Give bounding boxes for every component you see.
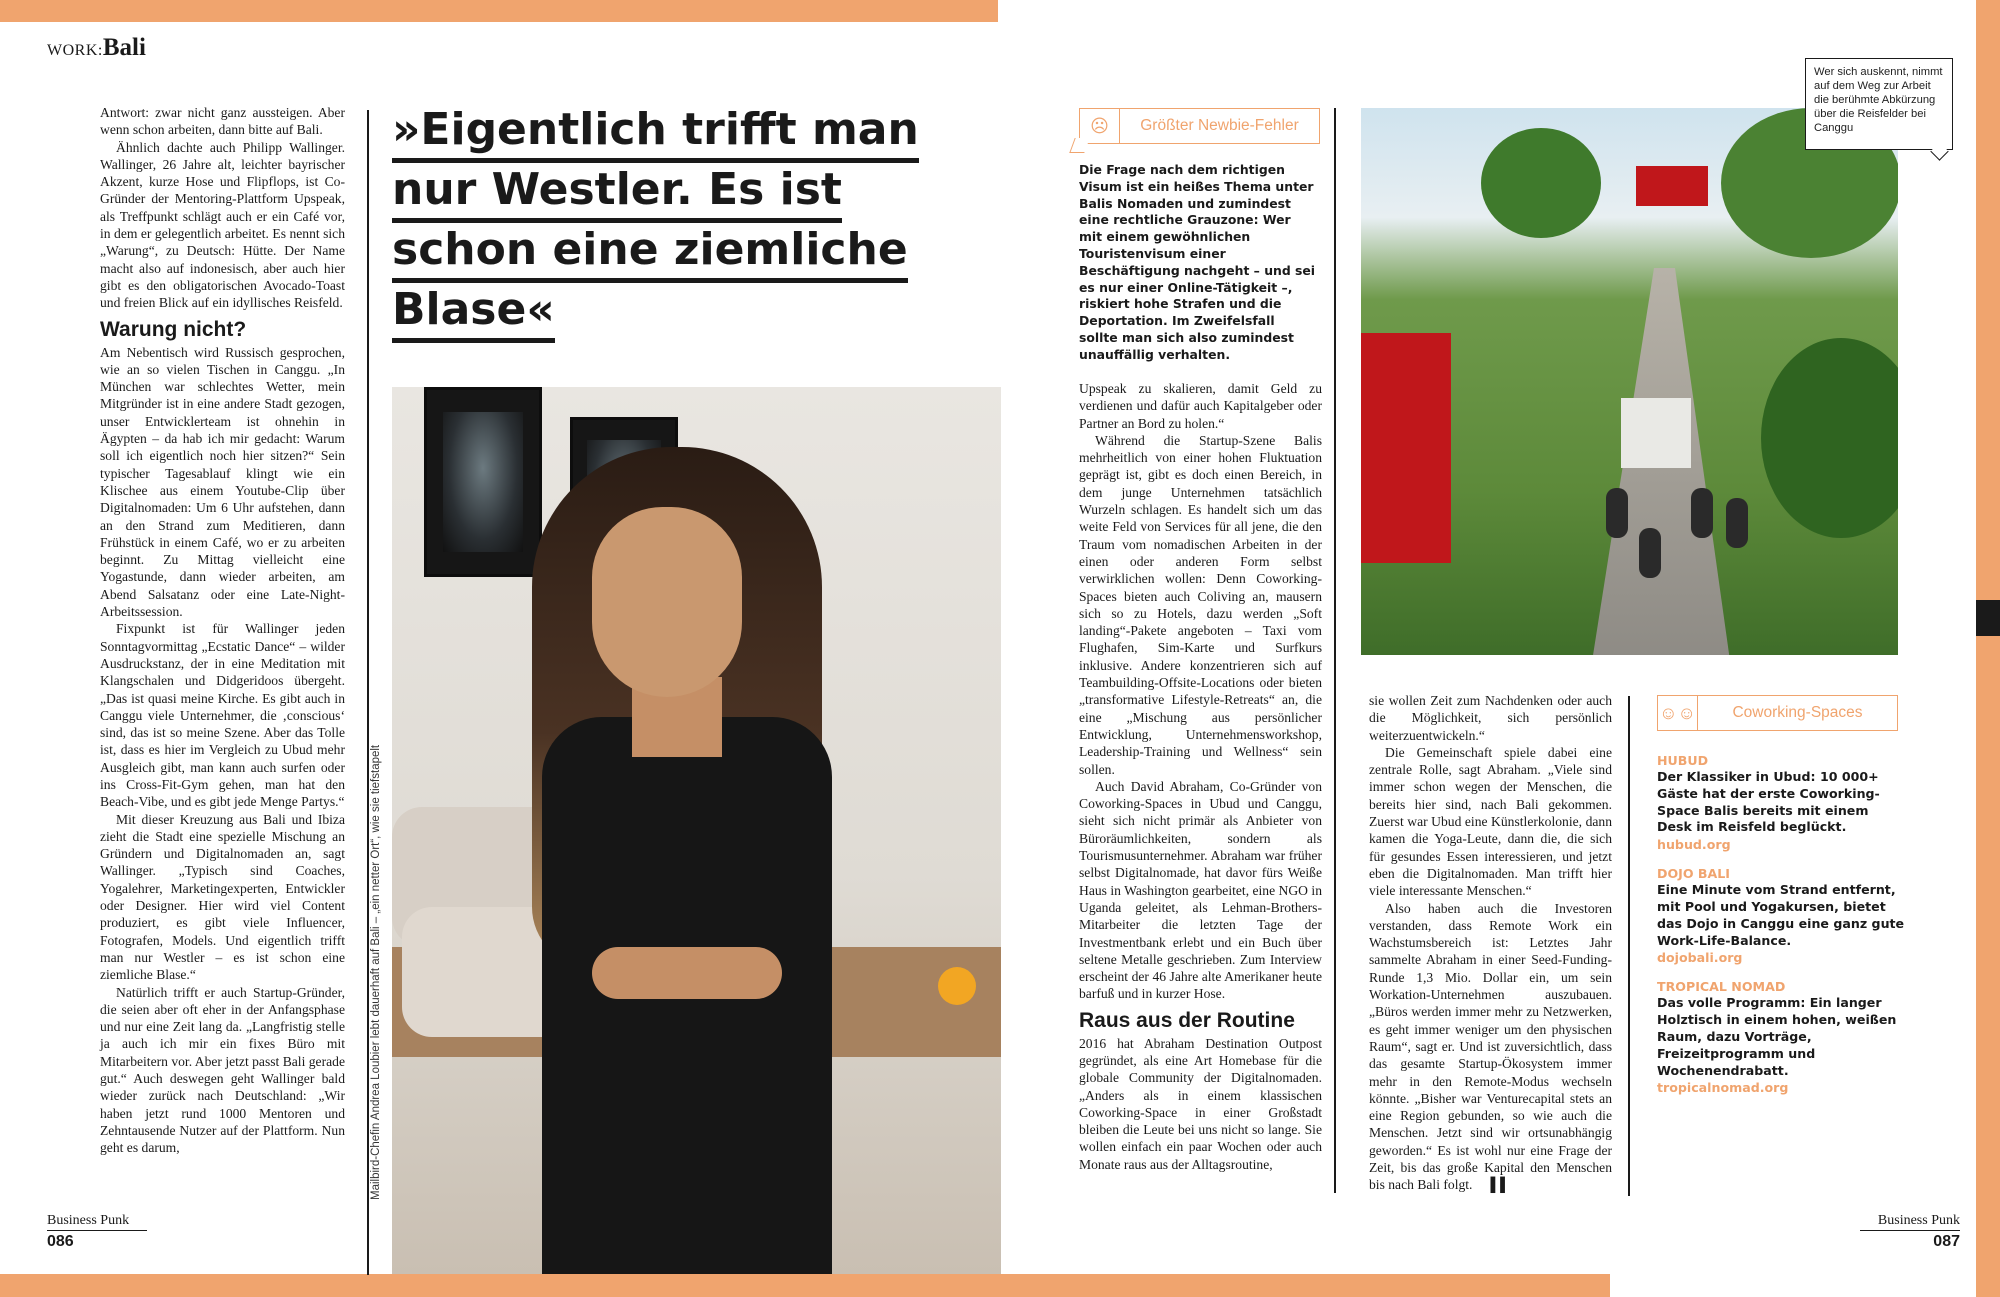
photo-callout: Wer sich auskennt, nimmt auf dem Weg zur Arbeit die berühmte Abkürzung über die Reisfelder bei Canggu xyxy=(1805,58,1953,150)
red-signboard xyxy=(1361,333,1451,563)
scooter xyxy=(1606,488,1628,538)
article-column-2 xyxy=(1079,380,1322,1173)
face xyxy=(592,507,742,697)
column-divider xyxy=(367,110,369,1275)
subheading: Warung nicht? xyxy=(100,317,247,341)
article-column-3 xyxy=(1369,692,1612,1194)
cowork-url[interactable]: tropicalnomad.org xyxy=(1657,1080,1789,1096)
footer-left xyxy=(47,1213,147,1251)
footer-right xyxy=(1860,1213,1960,1251)
cowork-entry xyxy=(1657,865,1907,966)
cowork-name: DOJO BALI xyxy=(1657,866,1730,882)
people-icon: ☺☺ xyxy=(1658,696,1698,730)
newbie-text: Die Frage nach dem richtigen Visum ist ein heißes Thema unter Balis Nomaden und zumindest eine rechtliche Grauzone: Wer mit einem gewöhnlichen Touristenvisum einer Beschäftigung nachgeht – und sei es nur einer Online-Tätigkeit –, riskiert hohe Strafen und die Deportation. Im Zweifelsfall sollte man sich also zumindest unauffällig verhalten. xyxy=(1079,162,1316,362)
arm xyxy=(592,947,782,999)
column-divider xyxy=(1334,108,1336,1193)
paragraph: sie wollen Zeit zum Nachdenken oder auch die Möglichkeit, sich persönlich weiterzuentwickeln.“ xyxy=(1369,693,1612,743)
tree xyxy=(1761,338,1898,538)
cowork-name: TROPICAL NOMAD xyxy=(1657,979,1786,995)
paragraph xyxy=(1369,900,1612,1194)
cowork-desc: Eine Minute vom Strand entfernt, mit Pool und Yogakursen, bietet das Dojo in Canggu eine ganz gute Work-Life-Balance. xyxy=(1657,882,1905,948)
section-title: Bali xyxy=(102,34,146,61)
cowork-entry xyxy=(1657,752,1907,853)
section-prefix: WORK: xyxy=(47,42,103,59)
cowork-url[interactable]: hubud.org xyxy=(1657,837,1731,853)
paragraph: Upspeak zu skalieren, damit Geld zu verdienen und dafür auch Kapitalgeber oder Partner an Bord zu holen.“ xyxy=(1079,381,1322,431)
bottom-accent-bar xyxy=(0,1274,1610,1297)
pull-quote-text: »Eigentlich trifft man nur Westler. Es ist schon eine ziemliche Blase« xyxy=(392,104,919,343)
cowork-desc: Der Klassiker in Ubud: 10 000+ Gäste hat der erste Coworking-Space Balis bereits mit einem Desk im Reisfeld beglückt. xyxy=(1657,769,1880,835)
footer-brand: Business Punk xyxy=(1860,1213,1960,1231)
paragraph: Mit dieser Kreuzung aus Bali und Ibiza zieht die Stadt eine spezielle Mischung an Gründern und Digitalnomaden an, sagt Wallinger. „Typisch sind Coaches, Yogalehrer, Marketingexperten, Entwickler oder Designer. Hier wird viel Content produziert, es gibt viele Influencer, Fotografen, Models. Und eigentlich trifft man nur Westler – es ist schon eine ziemliche Blase.“ xyxy=(100,811,345,983)
flower xyxy=(938,967,976,1005)
photo-caption: Mailbird-Chefin Andrea Loubier lebt dauerhaft auf Bali – „ein netter Ort“, wie sie tiefstapelt xyxy=(370,744,382,1200)
paragraph: Natürlich trifft er auch Startup-Gründer, die seien aber oft eher in der Anfangsphase und nur eine Zeit lang da. „Langfristig stelle ja auch ich mir ein fixes Büro mit Mitarbeitern vor. Aber jetzt passt Bali gerade gut.“ Auch deswegen geht Wallinger bald wieder zurück nach Deutschland: „Wir haben jetzt rund 1000 Mentoren und Zehntausende Nutzer auf der Plattform. Nun geht es darum, xyxy=(100,984,345,1156)
article-column-1 xyxy=(100,104,345,1157)
paragraph: Die Gemeinschaft spiele dabei eine zentrale Rolle, sagt Abraham. „Viele sind immer schon wegen der Menschen, die bereits hier sind, nach Bali gekommen. Zuerst war Ubud eine Künstlerkolonie, dann kamen die Yoga-Leute, dann die, die sich für gesundes Essen interessieren, und jetzt eben die Digitalnomaden. Man trifft hier viele interessante Menschen.“ xyxy=(1369,744,1612,899)
section-label xyxy=(47,34,146,62)
paragraph: Antwort: zwar nicht ganz aussteigen. Aber wenn schon arbeiten, dann bitte auf Bali. xyxy=(100,105,345,138)
cowork-name: HUBUD xyxy=(1657,753,1709,768)
tree xyxy=(1481,128,1601,238)
paragraph: Auch David Abraham, Co-Gründer von Coworking-Spaces in Ubud und Canggu, sieht sich nicht primär als Anbieter von Büroräumlichkeiten, sondern als Tourismusunternehmer. Abraham war früher selbst Digitalnomade, hat davor fürs Weiße Haus in Washington gearbeitet, eine NGO in Uganda geleitet, als Lehman-Brothers-Mitarbeiter die letzten Tage der Investmentbank erlebt und ein Buch über seltene Metalle geschrieben. Zum Interview erscheint der 46 Jahre alte Amerikaner heute barfuß und in kurzer Hose. xyxy=(1079,778,1322,1002)
cowork-desc: Das volle Programm: Ein langer Holztisch in einem hohen, weißen Raum, dazu Vorträge, Freizeitprogramm und Wochenendrabatt. xyxy=(1657,995,1897,1078)
newbie-label-box xyxy=(1079,108,1320,144)
paragraph: Während die Startup-Szene Balis mehrheitlich von einer hohen Fluktuation geprägt ist, gibt es doch einen Bereich, in dem junge Unternehmen tatsächlich Wurzeln schlagen. Es handelt sich um das weite Feld von Services für all jene, die den Traum vom nomadischen Arbeiten in der einen oder anderen Form selbst verwirklichen wollen: Denn Coworking-Spaces bieten auch Coliving an, mausern sich so zu Hotels, dazu werden „Soft landing“-Pakete angeboten – Taxi vom Flughafen, Sim-Karte und Surfkurs inklusive. Andere konzentrieren sich auf Teambuilding-Offsite-Locations oder bieten „transformative Lifestyle-Retreats“ an, die eine „Mischung aus persönlicher Entwicklung, Unternehmensworkshop, Leadership-Training und Wellness“ sein sollen. xyxy=(1079,432,1322,777)
pull-quote xyxy=(392,100,922,340)
cowork-label: Coworking-Spaces xyxy=(1732,704,1863,721)
paragraph: 2016 hat Abraham Destination Outpost gegründet, als eine Art Homebase für die globale Community der Digitalnomaden. „Anders als in einem klassischen Coworking-Space in einer Großstadt bleiben die Leute bei uns nicht so lange. Sie wollen einfach ein paar Wochen oder auch Monate raus aus der Alltagsroutine, xyxy=(1079,1035,1322,1172)
scooter xyxy=(1726,498,1748,548)
newbie-label: Größter Newbie-Fehler xyxy=(1140,117,1299,134)
footer-brand: Business Punk xyxy=(47,1213,147,1231)
column-divider xyxy=(1628,696,1630,1196)
shocked-face-icon: ☹ xyxy=(1080,109,1120,143)
page-number: 086 xyxy=(47,1233,74,1250)
cowork-entry xyxy=(1657,978,1907,1096)
page-number: 087 xyxy=(1933,1233,1960,1250)
cowork-label-box xyxy=(1657,695,1898,731)
cowork-url[interactable]: dojobali.org xyxy=(1657,950,1743,966)
wall-art-frame xyxy=(424,387,542,577)
scooter xyxy=(1691,488,1713,538)
scooter xyxy=(1639,528,1661,578)
top-accent-bar xyxy=(0,0,998,22)
portrait-photo xyxy=(392,387,1001,1274)
paragraph-text: Also haben auch die Investoren verstanden, dass Remote Work ein Wachstumsbereich ist: Letztes Jahr sammelte Abraham in einer Seed-Funding-Runde 1,3 Mio. Dollar ein, um sein Workation-Unternehmen auszubauen. „Büros werden immer mehr zu Netzwerken, es geht immer weniger um den physischen Raum“, sagt er. Und ist zuversichtlich, dass das gesamte Startup-Ökosystem immer mehr in den Remote-Modus wechseln könnte. „Bisher war Venturecapital stets an eine Region gebunden, so wie auch die Menschen. Jetzt sind wir ortsunabhängig geworden.“ Es ist wohl nur eine Frage der Zeit, bis das große Kapital den Menschen bis nach Bali folgt. xyxy=(1369,900,1612,1193)
paragraph: Ähnlich dachte auch Philipp Wallinger. Wallinger, 26 Jahre alt, leichter bayrischer Akzent, kurze Hose und Flipflops, ist Co-Gründer der Mentoring-Plattform Upspeak, als Treffpunkt schlägt auch er ein Café vor, in dem er gelegentlich arbeitet. Es nennt sich „Warung“, zu Deutsch: Hütte. Der Name macht also auf indonesisch, aber auch hier gibt es den obligatorischen Avocado-Toast und freien Blick auf ein idyllisches Reisfeld. xyxy=(100,139,345,311)
right-edge-marker xyxy=(1976,600,2000,636)
cowork-list xyxy=(1657,752,1907,1108)
red-signboard xyxy=(1636,166,1708,206)
truck xyxy=(1621,398,1691,468)
paragraph: Am Nebentisch wird Russisch gesprochen, wie an so vielen Tischen in Canggu. „In München war schlechtes Wetter, mein Mitgründer ist in eine andere Stadt gezogen, unser Entwicklerteam ist ohnehin in Ägypten – da hab ich mir gedacht: Warum soll ich eigentlich noch hier sitzen?“ Sein typischer Tagesablauf klingt wie ein Klischee aus einem Youtube-Clip über Digitalnomaden: Um 6 Uhr aufstehen, dann an den Strand zum Meditieren, dann Frühstück in einem Café, wo er zu arbeiten beginnt. Zu Mittag vielleicht eine Yogastunde, dann wieder arbeiten, am Abend Salsatanz oder eine Late-Night-Arbeitssession. xyxy=(100,344,345,620)
street-photo xyxy=(1361,108,1898,655)
right-accent-bar xyxy=(1976,0,2000,1297)
end-mark: ▌▌ xyxy=(1490,1177,1510,1193)
subheading: Raus aus der Routine xyxy=(1079,1008,1295,1032)
paragraph: Fixpunkt ist für Wallinger jeden Sonntagvormittag „Ecstatic Dance“ – wilder Ausdruckstanz, der in eine Meditation mit Klangschalen und Didgeridoos übergeht. „Das ist quasi meine Kirche. Es gibt auch in Canggu viele Unternehmer, die ‚conscious‘ sind, das ist so meine Szene. Aber das Tolle ist, dass es hier im Vergleich zu Ubud mehr Ausgleich gibt, man kann auch surfen oder ins Cross-Fit-Gym gehen, man hat den Beach-Vibe, und es gibt jede Menge Partys.“ xyxy=(100,621,345,810)
